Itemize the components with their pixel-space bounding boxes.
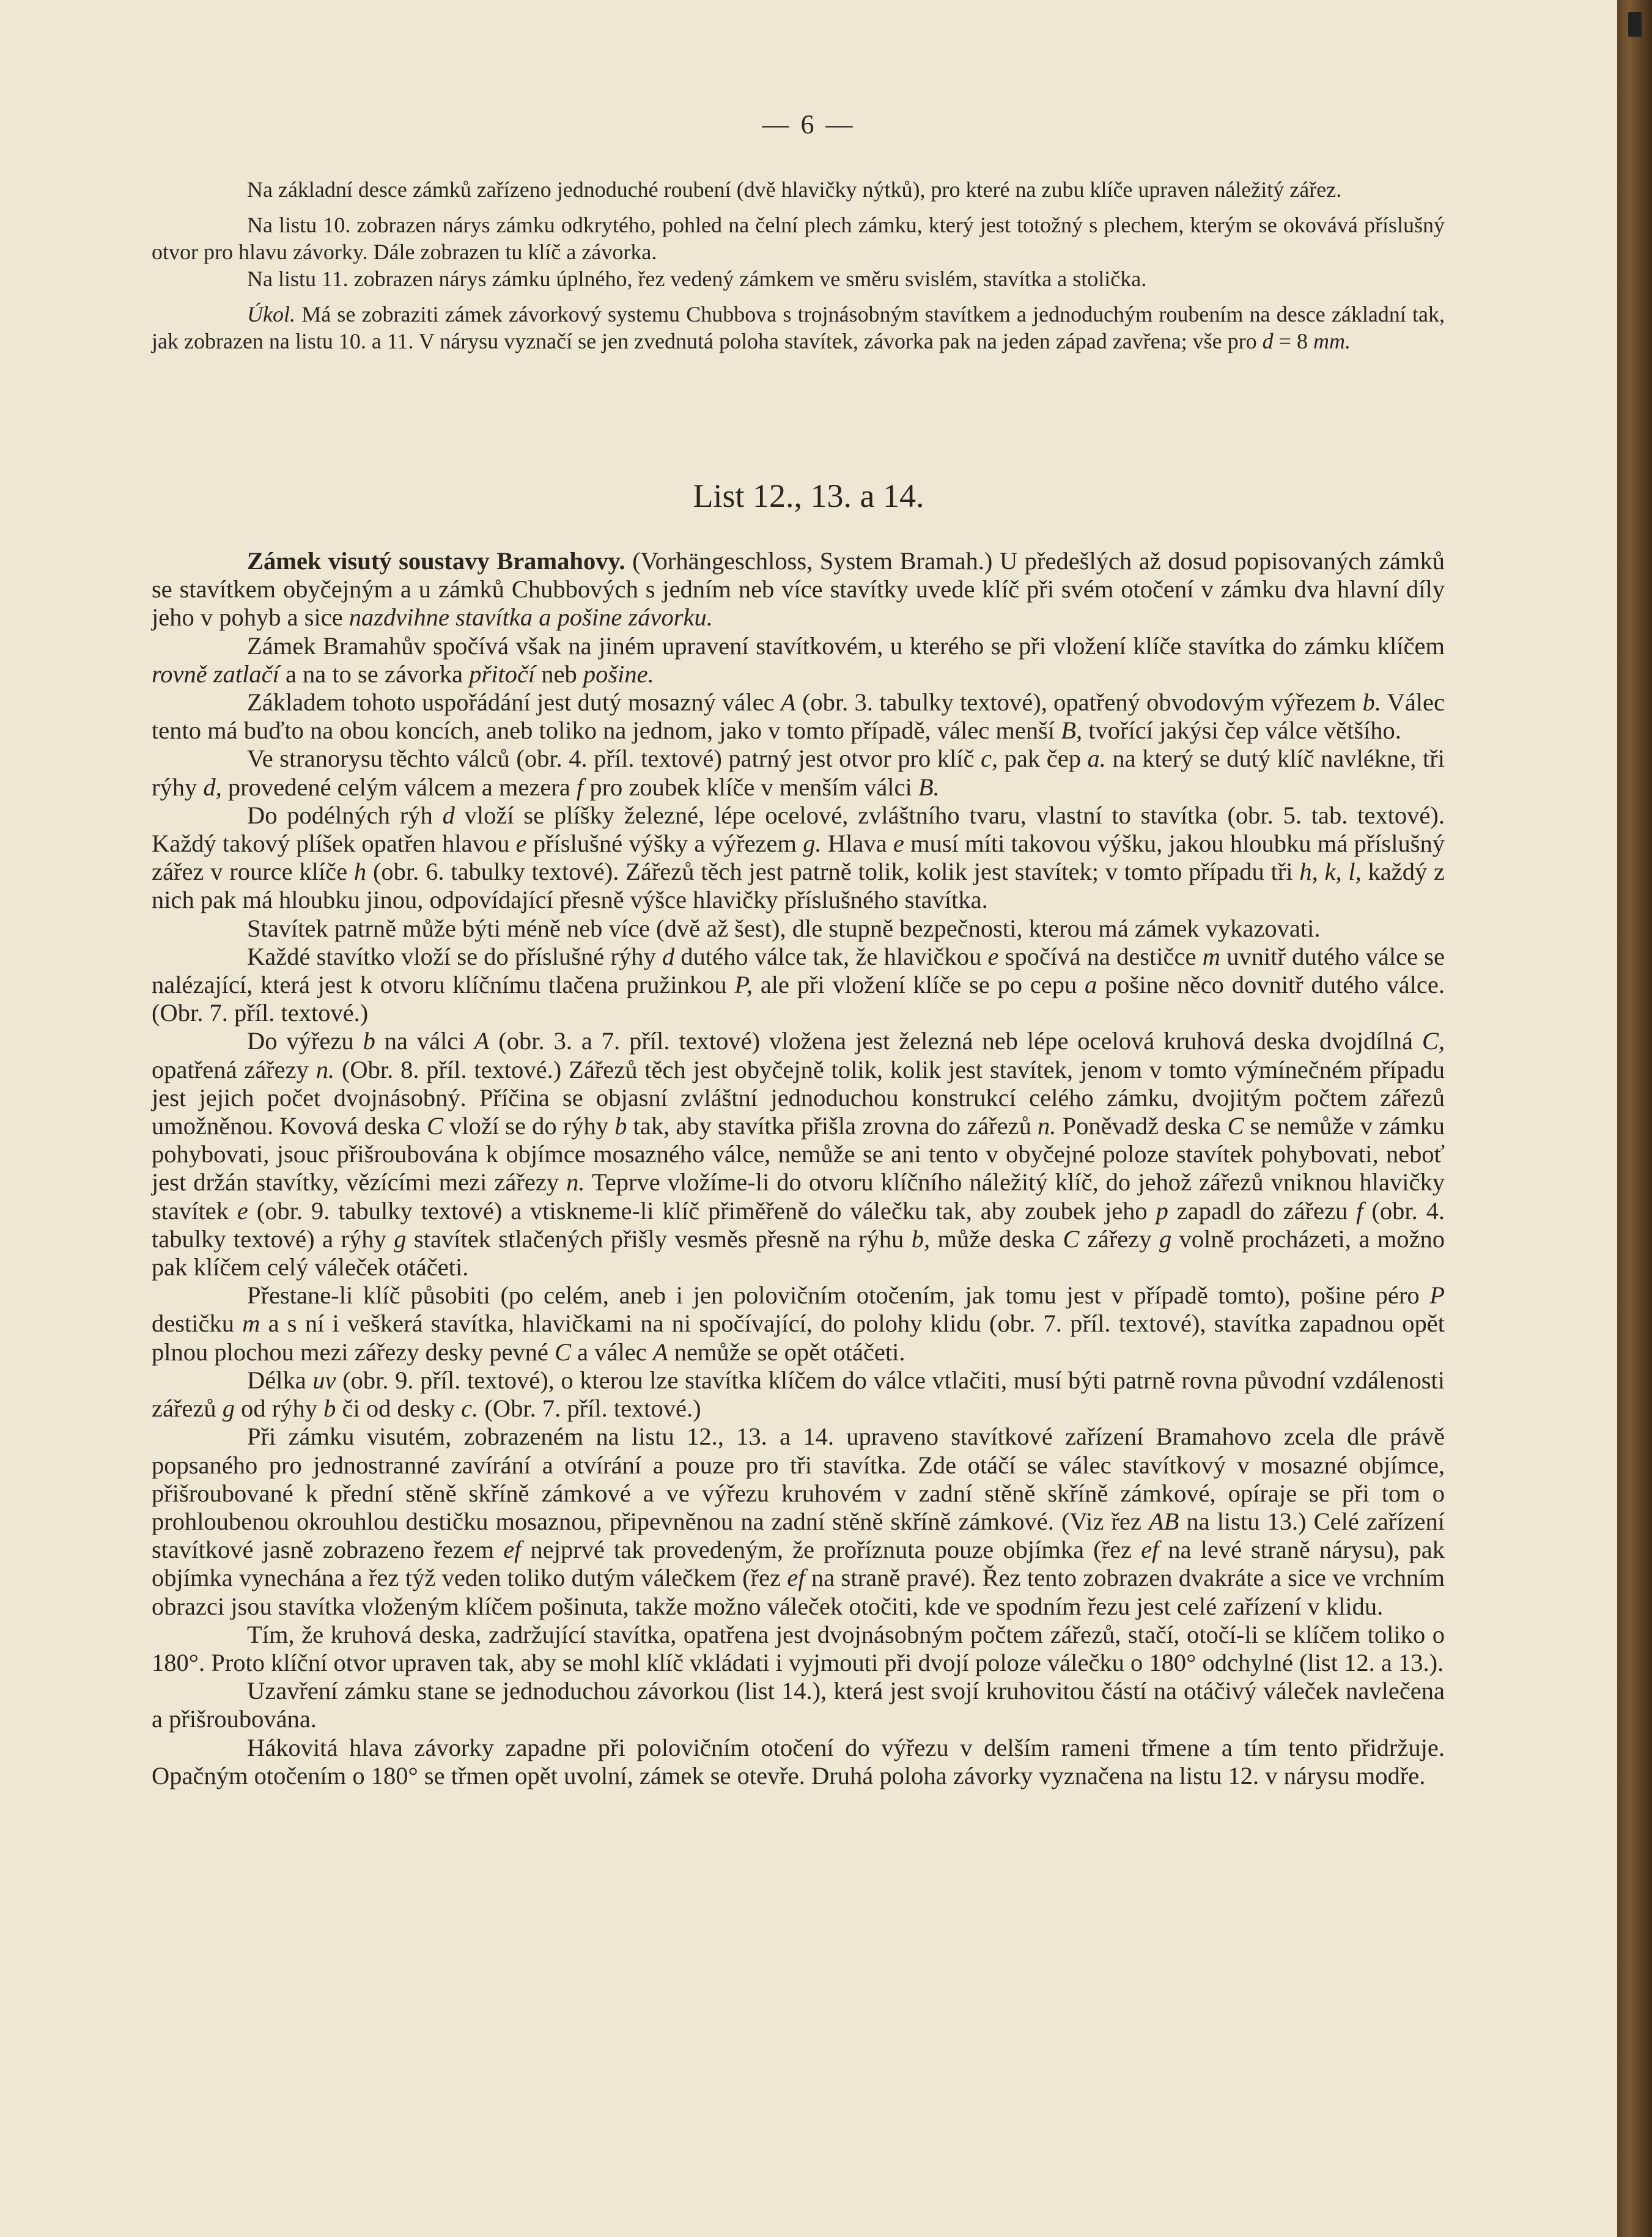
page-number: — 6 — bbox=[762, 109, 855, 139]
italic-run: C bbox=[426, 1112, 443, 1140]
italic-run: přitočí bbox=[469, 660, 536, 688]
italic-run: g bbox=[394, 1225, 407, 1253]
paragraph bbox=[152, 1027, 1445, 1281]
text-run: Základem tohoto uspořádání jest dutý mosazný válec bbox=[247, 688, 781, 717]
italic-run: n. bbox=[566, 1168, 585, 1196]
text-run: na straně pravé). Řez tento zobrazen dvakráte a sice ve vrchním obrazci jsou stavítka vloženým klíčem pošinuta, takže možno váleček otočiti, kde ve spodním řezu jest celé zařízení v klidu. bbox=[152, 1564, 1445, 1620]
paragraph bbox=[152, 547, 1445, 632]
italic-run: g. bbox=[803, 830, 822, 858]
italic-run: pošine. bbox=[583, 660, 654, 688]
italic-run: g bbox=[222, 1395, 235, 1423]
text-run: Teprve vložíme-li do otvoru klíčního náležitý klíč, do jehož zářezů vniknou hlavičky stavítek bbox=[152, 1168, 1445, 1225]
italic-run: a. bbox=[1087, 745, 1106, 773]
paragraph bbox=[152, 1366, 1445, 1423]
text-run: Tím, že kruhová deska, zadržující stavítka, opatřena jest dvojnásobným počtem zářezů, stačí, otočí-li se klíčem toliko o 180°. Proto klíční otvor upraven tak, aby se mohl klíč vkládati i vyjmouti při dvojí poloze válečku o 180° odchylné (list 12. a 13.). bbox=[152, 1620, 1445, 1676]
text-run: každý z nich pak má hloubku jinou, odpovídající přesně výšce hlavičky příslušného stavítka. bbox=[152, 858, 1445, 914]
text-run: provedené celým válcem a mezera bbox=[221, 773, 577, 801]
italic-run: f bbox=[1356, 1196, 1363, 1225]
text-run: (obr. 3. a 7. příl. textové) vložena jest železná neb lépe ocelová kruhová deska dvojdílná bbox=[489, 1027, 1422, 1055]
paragraph bbox=[152, 1677, 1445, 1733]
text-run: dutého válce tak, že hlavičkou bbox=[674, 942, 988, 970]
italic-run: b bbox=[323, 1395, 336, 1423]
paragraph bbox=[152, 632, 1445, 688]
italic-run: B, bbox=[1061, 717, 1083, 745]
text-run: Na základní desce zámků zařízeno jednoduché roubení (dvě hlavičky nýtků), pro které na zubu klíče upraven náležitý zářez. bbox=[247, 177, 1342, 202]
paragraph bbox=[152, 915, 1445, 943]
text-run: (Obr. 7. příl. textové.) bbox=[478, 1395, 701, 1423]
paragraph bbox=[152, 176, 1445, 203]
text-run: na válci bbox=[375, 1027, 474, 1055]
text-run: Na listu 10. zobrazen nárys zámku odkrytého, pohled na čelní plech zámku, který jest totožný s plechem, kterým se okovává příslušný otvor pro hlavu závorky. Dále zobrazen tu klíč a závorka. bbox=[152, 213, 1445, 264]
body-section bbox=[152, 547, 1445, 1790]
text-run: Hlava bbox=[821, 830, 893, 858]
italic-run: h bbox=[353, 858, 367, 886]
text-run: (obr. 4. tabulky textové) a rýhy bbox=[152, 1196, 1445, 1253]
text-run: Do podélných rýh bbox=[247, 801, 443, 829]
italic-run: A bbox=[652, 1338, 668, 1366]
italic-run: n. bbox=[1038, 1112, 1056, 1140]
italic-run: d, bbox=[203, 773, 222, 801]
text-run: pro zoubek klíče v menším válci bbox=[583, 773, 918, 801]
text-run: pošine něco dovnitř dutého válce. (Obr. 7. příl. textové.) bbox=[152, 971, 1445, 1027]
bold-run: Zámek visutý soustavy Bramahovy. bbox=[247, 547, 625, 575]
text-run: (obr. 9. příl. textové), o kterou lze stavítka klíčem do válce vtlačiti, musí býti patrně rovna původní vzdálenosti zářezů bbox=[152, 1366, 1445, 1423]
italic-run: P bbox=[1429, 1281, 1445, 1310]
intro-section bbox=[152, 176, 1445, 355]
text-run: (Obr. 8. příl. textové.) Zářezů těch jest obyčejně tolik, kolik jest stavítek, jenom v tomto výmínečném případu jest jejich počet dvojnásobný. Příčina se objasní zvláštní jednoduchou konstrukcí celého zámku, dvojitým počtem zářezů umožněnou. Kovová deska bbox=[152, 1055, 1445, 1140]
italic-run: f bbox=[576, 773, 584, 801]
paragraph bbox=[152, 943, 1445, 1028]
text-run: Uzavření zámku stane se jednoduchou závorkou (list 14.), která jest svojí kruhovitou částí na otáčivý váleček navlečena a přišroubována. bbox=[152, 1677, 1445, 1733]
paragraph bbox=[152, 1621, 1445, 1677]
text-run: a válec bbox=[571, 1338, 653, 1366]
italic-run: nazdvihne stavítka a pošine závorku. bbox=[348, 603, 713, 632]
italic-run: AB bbox=[1148, 1507, 1179, 1535]
text-run: spočívá na destičce bbox=[998, 942, 1203, 970]
italic-run: n. bbox=[315, 1055, 335, 1083]
italic-run: b bbox=[363, 1027, 375, 1055]
text-run: neb bbox=[535, 660, 583, 688]
italic-run: P, bbox=[734, 971, 753, 999]
italic-run: A bbox=[780, 688, 796, 717]
text-run: zapadl do zářezu bbox=[1168, 1196, 1357, 1225]
text-run: Na listu 11. zobrazen nárys zámku úplného, řez vedený zámkem ve směru svislém, stavítka a stolička. bbox=[247, 267, 1147, 291]
text-run: (obr. 6. tabulky textové). Zářezů těch jest patrně tolik, kolik jest stavítek; v tomto případu tři bbox=[366, 858, 1300, 886]
italic-run: Úkol. bbox=[247, 302, 295, 326]
italic-run: ef bbox=[503, 1536, 522, 1564]
text-run: stavítek stlačených přišly vesměs přesně na rýhu bbox=[406, 1225, 912, 1253]
text-run: Má se zobraziti zámek závorkový systemu Chubbova s trojnásobným stavítkem a jednoduchým roubením na desce základní tak, jak zobrazen na listu 10. a 11. V nárysu vyznačí se jen zvednutá poloha stavítek, závorka pak na jeden západ zavřena; vše pro bbox=[152, 302, 1445, 353]
text-run: Při zámku visutém, zobrazeném na listu 12., 13. a 14. upraveno stavítkové zařízení Bramahovo zcela dle právě popsaného pro jednostranné zavírání a otvírání a pouze pro tři stavítka. Zde otáčí se válec stavítkový v mosazné objímce, přišroubované k přední stěně skříně zámkové a ve výřezu kruhovém v zadní stěně skříně zámkové, opíraje se při tom o prohloubenou okrouhlou destičku mosaznou, připevněnou na zadní stěně skříně zámkové. (Viz řez bbox=[152, 1423, 1445, 1535]
italic-run: d bbox=[442, 801, 455, 829]
italic-run: b, bbox=[911, 1225, 931, 1253]
text-run: Ve stranorysu těchto válců (obr. 4. příl. textové) patrný jest otvor pro klíč bbox=[247, 745, 981, 773]
text-run: na levé straně nárysu), pak objímka vynechána a řez týž veden toliko dutým válečkem (řez bbox=[152, 1536, 1445, 1592]
text-run: volně procházeti, a možno pak klíčem celý váleček otáčeti. bbox=[152, 1225, 1445, 1281]
text-run: Přestane-li klíč působiti (po celém, aneb i jen polovičním otočením, jak tomu jest v případě tomto), pošine péro bbox=[247, 1281, 1430, 1310]
text-run: destičku bbox=[152, 1310, 243, 1338]
text-run: na který se dutý klíč navlékne, tři rýhy bbox=[152, 745, 1445, 801]
paragraph bbox=[152, 745, 1445, 801]
text-run: musí míti takovou výšku, jakou hloubku má příslušný zářez v rource klíče bbox=[152, 830, 1445, 886]
italic-run: c. bbox=[461, 1395, 479, 1423]
paragraph bbox=[152, 1281, 1445, 1366]
text-run: ale při vložení klíče se po cepu bbox=[753, 971, 1085, 999]
paragraph bbox=[152, 688, 1445, 745]
italic-run: p bbox=[1156, 1196, 1168, 1225]
text-run: nemůže se opět otáčeti. bbox=[668, 1338, 905, 1366]
italic-run: e bbox=[893, 830, 904, 858]
italic-run: ef bbox=[787, 1564, 805, 1592]
italic-run: C, bbox=[1422, 1027, 1445, 1055]
italic-run: b bbox=[614, 1112, 627, 1140]
text-run: Zámek Bramahův spočívá však na jiném upravení stavítkovém, u kterého se při vložení klíče stavítka do zámku klíčem bbox=[247, 632, 1445, 660]
text-run: Délka bbox=[247, 1366, 313, 1394]
text-run: Stavítek patrně může býti méně neb více (dvě až šest), dle stupně bezpečnosti, kterou má zámek vykazovati. bbox=[247, 914, 1321, 942]
text-run: = 8 bbox=[1273, 329, 1313, 353]
paragraph bbox=[152, 802, 1445, 915]
text-run: se nemůže v zámku pohybovati, jsouc přišroubována k objímce mosazného válce, nemůže se ani tento v obyčejné poloze stavítek pohybovati, neboť jest držán stavítky, vězícími mezi zářezy bbox=[152, 1112, 1445, 1196]
paragraph bbox=[152, 1423, 1445, 1620]
text-run: může deska bbox=[930, 1225, 1063, 1253]
italic-run: C bbox=[555, 1338, 572, 1366]
italic-run: a bbox=[1084, 971, 1097, 999]
italic-run: mm. bbox=[1313, 329, 1351, 353]
italic-run: C bbox=[1227, 1112, 1244, 1140]
text-run: Hákovitá hlava závorky zapadne při polovičním otočení do výřezu v delším rameni třmene a tím tento přidržuje. Opačným otočením o 180° se třmen opět uvolní, zámek se otevře. Druhá poloha závorky vyznačena na listu 12. v nárysu modře. bbox=[152, 1733, 1445, 1789]
text-run: tvořící jakýsi čep válce většího. bbox=[1082, 717, 1401, 745]
section-heading: List 12., 13. a 14. bbox=[693, 477, 924, 514]
italic-run: b. bbox=[1362, 688, 1381, 717]
text-run: vloží se do rýhy bbox=[443, 1112, 615, 1140]
text-run: zářezy bbox=[1079, 1225, 1159, 1253]
text-run: (Vorhängeschloss, System Bramah.) U předešlých až dosud popisovaných zámků se stavítkem obyčejným a u zámků Chubbových s jedním neb více stavítky uvede klíč při svém otočení v zámku dva hlavní díly jeho v pohyb a sice bbox=[152, 547, 1445, 632]
text-run: a s ní i veškerá stavítka, hlavičkami na ni spočívající, do polohy klidu (obr. 7. příl. textové), stavítka zapadnou opět plnou plochou mezi zářezy desky pevné bbox=[152, 1310, 1445, 1366]
text-run: příslušné výšky a výřezem bbox=[526, 830, 803, 858]
text-run: pak čep bbox=[998, 745, 1088, 773]
text-run: vloží se plíšky železné, lépe ocelové, zvláštního tvaru, vlastní to stavítka (obr. 5. tab. textové). Každý takový plíšek opatřen hlavou bbox=[152, 801, 1445, 858]
text-run: tak, aby stavítka přišla zrovna do zářezů bbox=[627, 1112, 1038, 1140]
italic-run: d bbox=[662, 942, 675, 970]
italic-run: B. bbox=[918, 773, 940, 801]
paragraph bbox=[152, 212, 1445, 265]
italic-run: A bbox=[474, 1027, 490, 1055]
text-run: Každé stavítko vloží se do příslušné rýhy bbox=[247, 942, 662, 970]
paragraph bbox=[152, 1734, 1445, 1790]
italic-run: ef bbox=[1141, 1536, 1159, 1564]
italic-run: g bbox=[1159, 1225, 1172, 1253]
italic-run: c, bbox=[981, 745, 998, 773]
text-run: uvnitř dutého válce se nalézající, která jest k otvoru klíčnímu tlačena pružinkou bbox=[152, 942, 1445, 999]
paragraph bbox=[152, 301, 1445, 355]
italic-run: m bbox=[1202, 942, 1220, 970]
text-run: Poněvadž deska bbox=[1056, 1112, 1228, 1140]
italic-run: e bbox=[987, 942, 999, 970]
page-edge bbox=[1617, 0, 1652, 2237]
scan-marker bbox=[1628, 12, 1642, 37]
italic-run: d bbox=[1262, 329, 1274, 353]
italic-run: rovně zatlačí bbox=[152, 660, 279, 688]
text-run: Do výřezu bbox=[247, 1027, 363, 1055]
text-run: a na to se závorka bbox=[279, 660, 470, 688]
text-run: (obr. 3. tabulky textové), opatřený obvodovým výřezem bbox=[795, 688, 1363, 717]
italic-run: C bbox=[1063, 1225, 1080, 1253]
text-run: opatřená zářezy bbox=[152, 1055, 316, 1083]
italic-run: uv bbox=[312, 1366, 336, 1394]
italic-run: e bbox=[515, 830, 527, 858]
text-run: či od desky bbox=[336, 1395, 462, 1423]
italic-run: e bbox=[237, 1196, 248, 1225]
italic-run: m bbox=[242, 1310, 260, 1338]
text-run: na listu 13.) Celé zařízení stavítkové jasně zobrazeno řezem bbox=[152, 1507, 1445, 1564]
italic-run: h, k, l, bbox=[1299, 858, 1362, 886]
text-run: od rýhy bbox=[235, 1395, 324, 1423]
paragraph bbox=[152, 265, 1445, 292]
text-run: Válec tento má buďto na obou koncích, aneb toliko na jednom, jako v tomto případě, válec menší bbox=[152, 688, 1445, 745]
text-run: (obr. 9. tabulky textové) a vtiskneme-li klíč přiměřeně do válečku tak, aby zoubek jeho bbox=[248, 1196, 1156, 1225]
text-run: nejprvé tak provedeným, že proříznuta pouze objímka (řez bbox=[521, 1536, 1141, 1564]
